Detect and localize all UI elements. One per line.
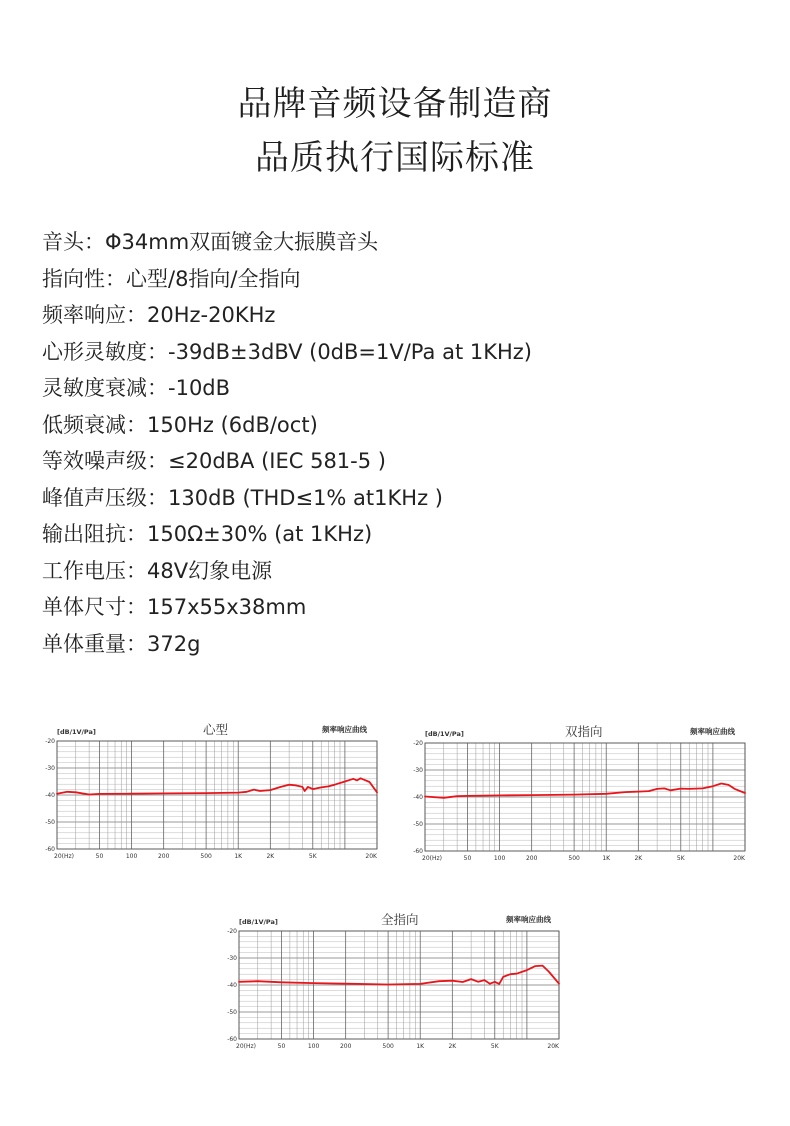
chart-cardioid xyxy=(42,720,380,868)
x-tick-label: 20K xyxy=(547,1043,559,1050)
x-tick-label: 100 xyxy=(125,853,138,860)
chart-ylabel: [dB/1V/Pa] xyxy=(239,918,278,926)
x-tick-label: 20K xyxy=(733,855,745,862)
response-curve xyxy=(57,778,377,794)
x-tick-label: 500 xyxy=(382,1043,394,1050)
chart-figure-eight xyxy=(410,722,748,870)
spec-item: 低频衰减：150Hz (6dB/oct) xyxy=(42,412,318,437)
response-curve xyxy=(425,784,745,798)
y-tick-label: -30 xyxy=(45,765,55,772)
chart-subtitle: 频率响应曲线 xyxy=(322,725,367,734)
y-tick-label: -50 xyxy=(413,821,423,828)
frequency-response-plot xyxy=(410,722,748,870)
x-tick-label: 1K xyxy=(234,853,243,860)
y-tick-label: -60 xyxy=(413,848,423,855)
chart-title: 全指向 xyxy=(381,912,419,927)
x-tick-label: 200 xyxy=(339,1043,352,1050)
spec-item: 频率响应：20Hz-20KHz xyxy=(42,303,276,327)
spec-item: 单体尺寸：157x55x38mm xyxy=(42,595,307,619)
y-tick-label: -40 xyxy=(413,794,423,801)
x-tick-label: 50 xyxy=(277,1043,286,1050)
headline-line-2: 品质执行国际标准 xyxy=(255,138,535,178)
chart-ylabel: [dB/1V/Pa] xyxy=(425,730,464,738)
x-tick-label: 200 xyxy=(157,853,170,860)
y-tick-label: -20 xyxy=(45,738,55,745)
chart-subtitle: 频率响应曲线 xyxy=(506,915,551,924)
y-tick-label: -40 xyxy=(45,792,55,799)
y-tick-label: -20 xyxy=(227,928,237,935)
x-tick-label: 100 xyxy=(493,855,506,862)
x-tick-label: 500 xyxy=(568,855,580,862)
y-tick-label: -50 xyxy=(227,1009,237,1016)
y-tick-label: -40 xyxy=(227,982,237,989)
spec-item: 工作电压：48V幻象电源 xyxy=(42,558,273,583)
x-tick-label: 2K xyxy=(266,853,275,860)
x-tick-label: 20(Hz) xyxy=(236,1043,256,1050)
response-curve xyxy=(239,966,559,985)
chart-subtitle: 频率响应曲线 xyxy=(690,727,735,736)
spec-item: 指向性：心型/8指向/全指向 xyxy=(42,266,301,291)
spec-item: 等效噪声级：≤20dBA (IEC 581-5 ) xyxy=(42,449,386,473)
chart-title: 心型 xyxy=(203,722,229,737)
chart-omnidirectional xyxy=(224,910,562,1058)
spec-item: 灵敏度衰减：-10dB xyxy=(42,376,231,400)
x-tick-label: 5K xyxy=(308,853,317,860)
x-tick-label: 200 xyxy=(525,855,538,862)
spec-item: 峰值声压级：130dB (THD≤1% at1KHz ) xyxy=(42,485,443,510)
y-tick-label: -30 xyxy=(227,955,237,962)
spec-item: 音头：Φ34mm双面镀金大振膜音头 xyxy=(42,230,379,254)
y-tick-label: -60 xyxy=(227,1036,237,1043)
x-tick-label: 20(Hz) xyxy=(422,855,442,862)
y-tick-label: -60 xyxy=(45,846,55,853)
spec-item: 输出阻抗：150Ω±30% (at 1KHz) xyxy=(42,522,373,546)
x-tick-label: 5K xyxy=(676,855,685,862)
y-tick-label: -20 xyxy=(413,740,423,747)
spec-item: 心形灵敏度：-39dB±3dBV (0dB=1V/Pa at 1KHz) xyxy=(42,339,532,364)
x-tick-label: 500 xyxy=(200,853,212,860)
headline-line-1: 品牌音频设备制造商 xyxy=(237,84,553,124)
x-tick-label: 50 xyxy=(95,853,104,860)
chart-ylabel: [dB/1V/Pa] xyxy=(57,728,96,736)
x-tick-label: 1K xyxy=(602,855,611,862)
x-tick-label: 2K xyxy=(448,1043,457,1050)
chart-title: 双指向 xyxy=(565,724,603,739)
spec-list xyxy=(42,224,532,662)
x-tick-label: 2K xyxy=(634,855,643,862)
spec-item: 单体重量：372g xyxy=(42,631,201,656)
y-tick-label: -50 xyxy=(45,819,55,826)
y-tick-label: -30 xyxy=(413,767,423,774)
x-tick-label: 20K xyxy=(365,853,377,860)
x-tick-label: 50 xyxy=(463,855,472,862)
x-tick-label: 5K xyxy=(490,1043,499,1050)
x-tick-label: 100 xyxy=(307,1043,320,1050)
x-tick-label: 1K xyxy=(416,1043,425,1050)
frequency-response-plot xyxy=(224,910,562,1058)
frequency-response-plot xyxy=(42,720,380,868)
x-tick-label: 20(Hz) xyxy=(54,853,74,860)
